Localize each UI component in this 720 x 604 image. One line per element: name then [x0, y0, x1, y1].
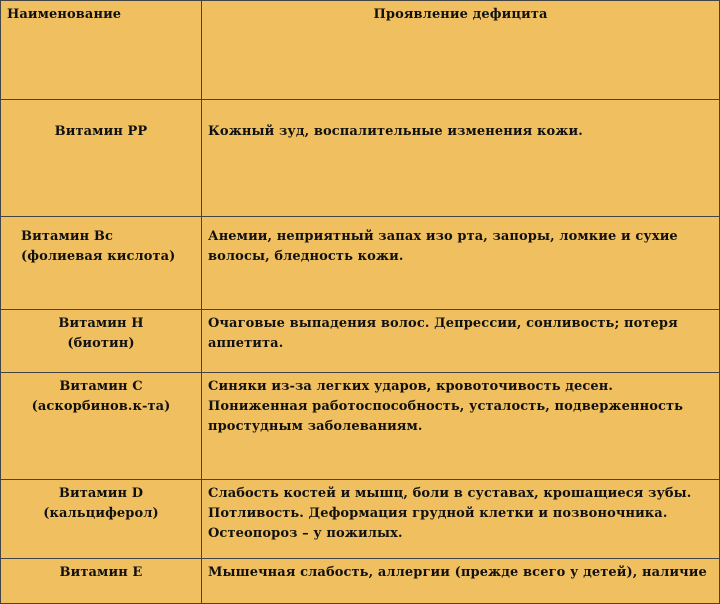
vitamin-name: Витамин РР [54, 124, 148, 139]
vitamin-name-cell [1, 217, 202, 310]
vitamin-alt-name: (кальциферол) [43, 506, 159, 521]
vitamin-alt-name: (аскорбинов.к-та) [31, 399, 171, 414]
deficiency-cell: Синяки из-за легких ударов, кровоточивость десен. Пониженная работоспособность, усталость, подверженность простудным заболеваниям. [202, 373, 720, 480]
vitamin-name: Витамин С [59, 379, 143, 394]
deficiency-cell: Мышечная слабость, аллергии (прежде всего у детей), наличие [202, 559, 720, 604]
vitamin-name: Витамин D [58, 486, 144, 501]
deficiency-cell: Очаговые выпадения волос. Депрессии, сонливость; потеря аппетита. [202, 310, 720, 373]
deficiency-cell: Кожный зуд, воспалительные изменения кожи. [202, 100, 720, 217]
vitamin-name-cell [1, 373, 202, 480]
deficiency-cell: Слабость костей и мышц, боли в суставах, крошащиеся зубы. Потливость. Деформация грудной клетки и позвоночника. Остеопороз – у пожилых. [202, 480, 720, 559]
vitamin-name: Витамин Вс [21, 229, 113, 244]
vitamin-name-cell [1, 100, 202, 217]
vitamin-alt-name: (биотин) [67, 336, 135, 351]
header-deficiency: Проявление дефицита [202, 1, 720, 100]
table-header-row [1, 1, 720, 100]
deficiency-cell: Анемии, неприятный запах изо рта, запоры, ломкие и сухие волосы, бледность кожи. [202, 217, 720, 310]
table-row [1, 217, 720, 310]
vitamin-name-cell [1, 480, 202, 559]
table-row [1, 373, 720, 480]
header-name: Наименование [1, 1, 202, 100]
table-row [1, 480, 720, 559]
vitamin-name: Витамин Е [59, 565, 143, 580]
table-row [1, 559, 720, 604]
table-row [1, 310, 720, 373]
vitamin-name-cell [1, 310, 202, 373]
vitamin-name: Витамин Н [58, 316, 144, 331]
vitamin-alt-name: (фолиевая кислота) [21, 249, 176, 264]
table-row [1, 100, 720, 217]
vitamin-name-cell [1, 559, 202, 604]
